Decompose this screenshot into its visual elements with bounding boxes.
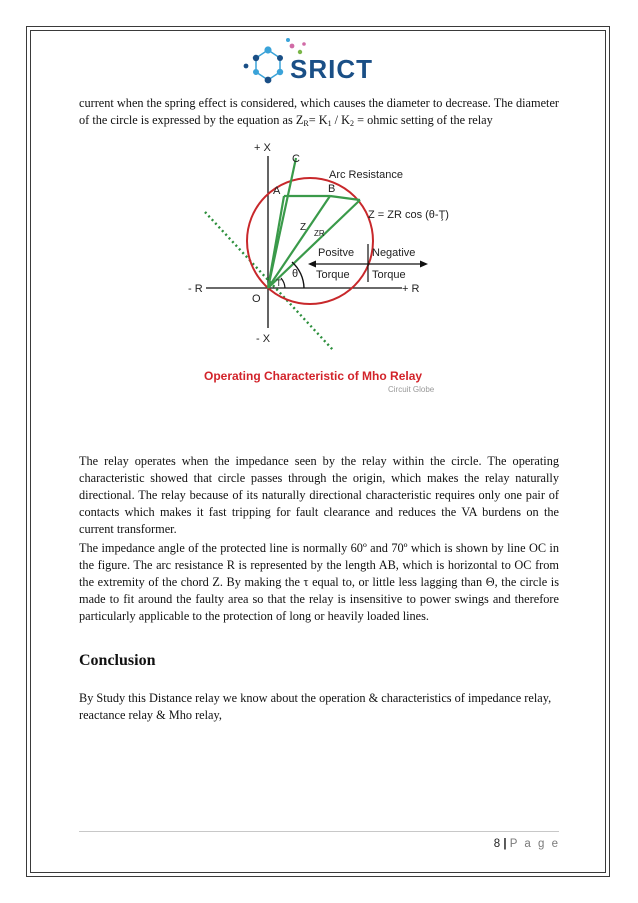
p1-text-end: = ohmic setting of the relay [354, 113, 493, 127]
figure-watermark: Circuit Globe [388, 385, 435, 394]
label-equation: Z = ZR cos (θ-Ţ) [368, 209, 449, 221]
p1-text-start: current when the spring effect is considered, which causes the diameter to decrease. The diameter of the circle is expressed by the equation as Z [79, 96, 559, 127]
conclusion-heading: Conclusion [79, 652, 156, 669]
label-negative: Negative [372, 247, 416, 259]
paragraph-relay-operation: The relay operates when the impedance seen by the relay within the circle. The operating characteristic showed that circle passes through the origin, which makes the relay naturally directional. The relay because of its naturally directional characteristic requires only one pair of contacts which makes it fast tripping for fault clearance and reduces the VA burdens on the current transformer. [79, 454, 559, 536]
paragraph-impedance-angle: The impedance angle of the protected line is normally 60º and 70º which is shown by line OC in the figure. The arc resistance R is represented by the length AB, which is horizontal to OC from the extremity of the chord Z. By making the τ equal to, or little less lagging than Θ, the circle is made to fit around the faulty area so that the relay is insensitive to power swings and therefore particularly applicable to the protection of long or heavily loaded lines. [79, 541, 559, 623]
label-origin: O [252, 293, 261, 305]
label-tau: T [276, 278, 282, 288]
label-minus-r: - R [188, 283, 203, 295]
label-point-b: B [328, 183, 336, 195]
p1-sub-1: 1 [327, 119, 332, 128]
label-minus-x: - X [256, 333, 271, 345]
label-point-a: A [273, 185, 281, 197]
srict-logo [238, 36, 398, 94]
p1-text-mid2: / K [331, 113, 351, 127]
figure-caption: Operating Characteristic of Mho Relay [204, 369, 423, 383]
label-negative-torque: Torque [372, 269, 406, 281]
label-arc-resistance: Arc Resistance [329, 169, 403, 181]
mho-relay-figure [188, 136, 458, 398]
label-z: Z [300, 222, 307, 233]
conclusion-text: By Study this Distance relay we know about the operation & characteristics of impedance relay, reactance relay & Mho relay, [79, 691, 552, 722]
p1-sub-r: R [303, 119, 309, 128]
label-positive-torque: Torque [316, 269, 350, 281]
label-positive: Positve [318, 247, 355, 259]
page-footer [494, 838, 560, 850]
p1-text-mid1: = K [308, 113, 328, 127]
footer-separator: | [500, 838, 510, 850]
logo-text: SRICT [290, 54, 373, 84]
label-plus-x: + X [254, 142, 271, 154]
p1-sub-2: 2 [350, 119, 355, 128]
label-plus-r: + R [402, 283, 420, 295]
page-number: 8 [493, 838, 501, 850]
footer-divider [79, 831, 559, 832]
paragraph-diameter [79, 95, 559, 132]
label-zr: ZR [314, 229, 325, 238]
label-theta: θ [292, 268, 299, 280]
label-point-c: C [292, 153, 300, 165]
page-label: P a g e [509, 838, 560, 850]
tau-arc [281, 278, 285, 288]
